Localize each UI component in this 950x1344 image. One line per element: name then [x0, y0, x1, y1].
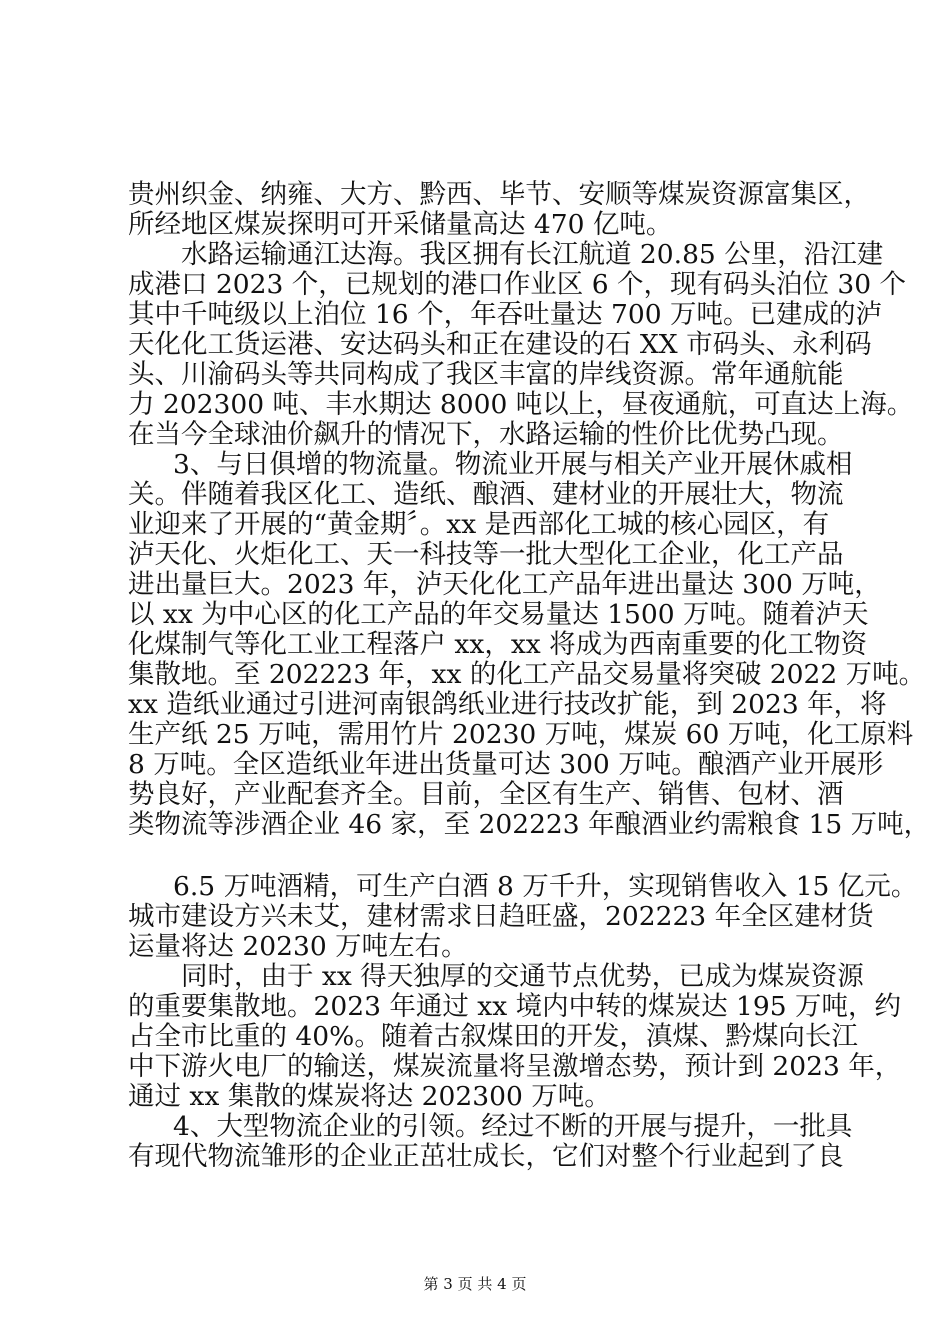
- text-line: 天化化工货运港、安达码头和正在建设的石 XX 市码头、永利码: [128, 329, 872, 360]
- text-line: 6.5 万吨酒精，可生产白酒 8 万千升，实现销售收入 15 亿元。: [173, 871, 918, 902]
- text-line: 有现代物流雏形的企业正茁壮成长，它们对整个行业起到了良: [128, 1141, 844, 1172]
- paragraph-start-line: 3、与日俱增的物流量。物流业开展与相关产业开展休戚相: [173, 449, 853, 480]
- text-line: xx 造纸业通过引进河南银鸽纸业进行技改扩能，到 2023 年，将: [128, 689, 887, 720]
- text-line: 关。伴随着我区化工、造纸、酿酒、建材业的开展壮大，物流: [128, 479, 844, 510]
- text-line: 城市建设方兴未艾，建材需求日趋旺盛，202223 年全区建材货: [128, 901, 874, 932]
- text-line: 泸天化、火炬化工、天一科技等一批大型化工企业，化工产品: [128, 539, 844, 570]
- text-line: 占全市比重的 40%。随着古叙煤田的开发，滇煤、黔煤向长江: [128, 1021, 858, 1052]
- text-line: 力 202300 吨、丰水期达 8000 吨以上，昼夜通航，可直达上海。: [128, 389, 914, 420]
- paragraph-start-line: 4、大型物流企业的引领。经过不断的开展与提升，一批具: [173, 1111, 853, 1142]
- text-line: 其中千吨级以上泊位 16 个，年吞吐量达 700 万吨。已建成的泸: [128, 299, 882, 330]
- page-footer: 第 3 页 共 4 页: [423, 1275, 527, 1293]
- text-line: 类物流等涉酒企业 46 家，至 202223 年酿酒业约需粮食 15 万吨，: [128, 809, 931, 840]
- text-line: 势良好，产业配套齐全。目前，全区有生产、销售、包材、酒: [128, 779, 844, 810]
- paragraph-start-line: 水路运输通江达海。我区拥有长江航道 20.85 公里，沿江建: [181, 239, 884, 270]
- text-line: 8 万吨。全区造纸业年进出货量可达 300 万吨。酿酒产业开展形: [128, 749, 884, 780]
- text-line: 贵州织金、纳雍、大方、黔西、毕节、安顺等煤炭资源富集区，: [128, 179, 870, 210]
- text-line: 头、川渝码头等共同构成了我区丰富的岸线资源。常年通航能: [128, 359, 844, 390]
- text-section-lower: [128, 871, 918, 1172]
- paragraph-start-line: 同时，由于 xx 得天独厚的交通节点优势，已成为煤炭资源: [181, 961, 864, 992]
- text-line: 在当今全球油价飙升的情况下，水路运输的性价比优势凸现。: [128, 419, 844, 450]
- text-line: 业迎来了开展的“黄金期〞。xx 是西部化工城的核心园区，有: [128, 509, 830, 540]
- text-line: 进出量巨大。2023 年，泸天化化工产品年进出量达 300 万吨，: [128, 569, 881, 600]
- text-line: 化煤制气等化工业工程落户 xx，xx 将成为西南重要的化工物资: [128, 629, 868, 660]
- text-line: 集散地。至 202223 年，xx 的化工产品交易量将突破 2022 万吨。: [128, 659, 926, 690]
- text-line: 所经地区煤炭探明可开采储量高达 470 亿吨。: [128, 209, 673, 240]
- text-line: 通过 xx 集散的煤炭将达 202300 万吨。: [128, 1081, 611, 1112]
- text-section-upper: [128, 179, 931, 840]
- text-line: 生产纸 25 万吨，需用竹片 20230 万吨，煤炭 60 万吨，化工原料: [128, 719, 914, 750]
- text-line: 成港口 2023 个，已规划的港口作业区 6 个，现有码头泊位 30 个: [128, 269, 907, 300]
- text-line: 中下游火电厂的输送，煤炭流量将呈激增态势，预计到 2023 年，: [128, 1051, 902, 1082]
- text-line: 的重要集散地。2023 年通过 xx 境内中转的煤炭达 195 万吨，约: [128, 991, 902, 1022]
- text-line: 以 xx 为中心区的化工产品的年交易量达 1500 万吨。随着泸天: [128, 599, 869, 630]
- text-line: 运量将达 20230 万吨左右。: [128, 931, 468, 962]
